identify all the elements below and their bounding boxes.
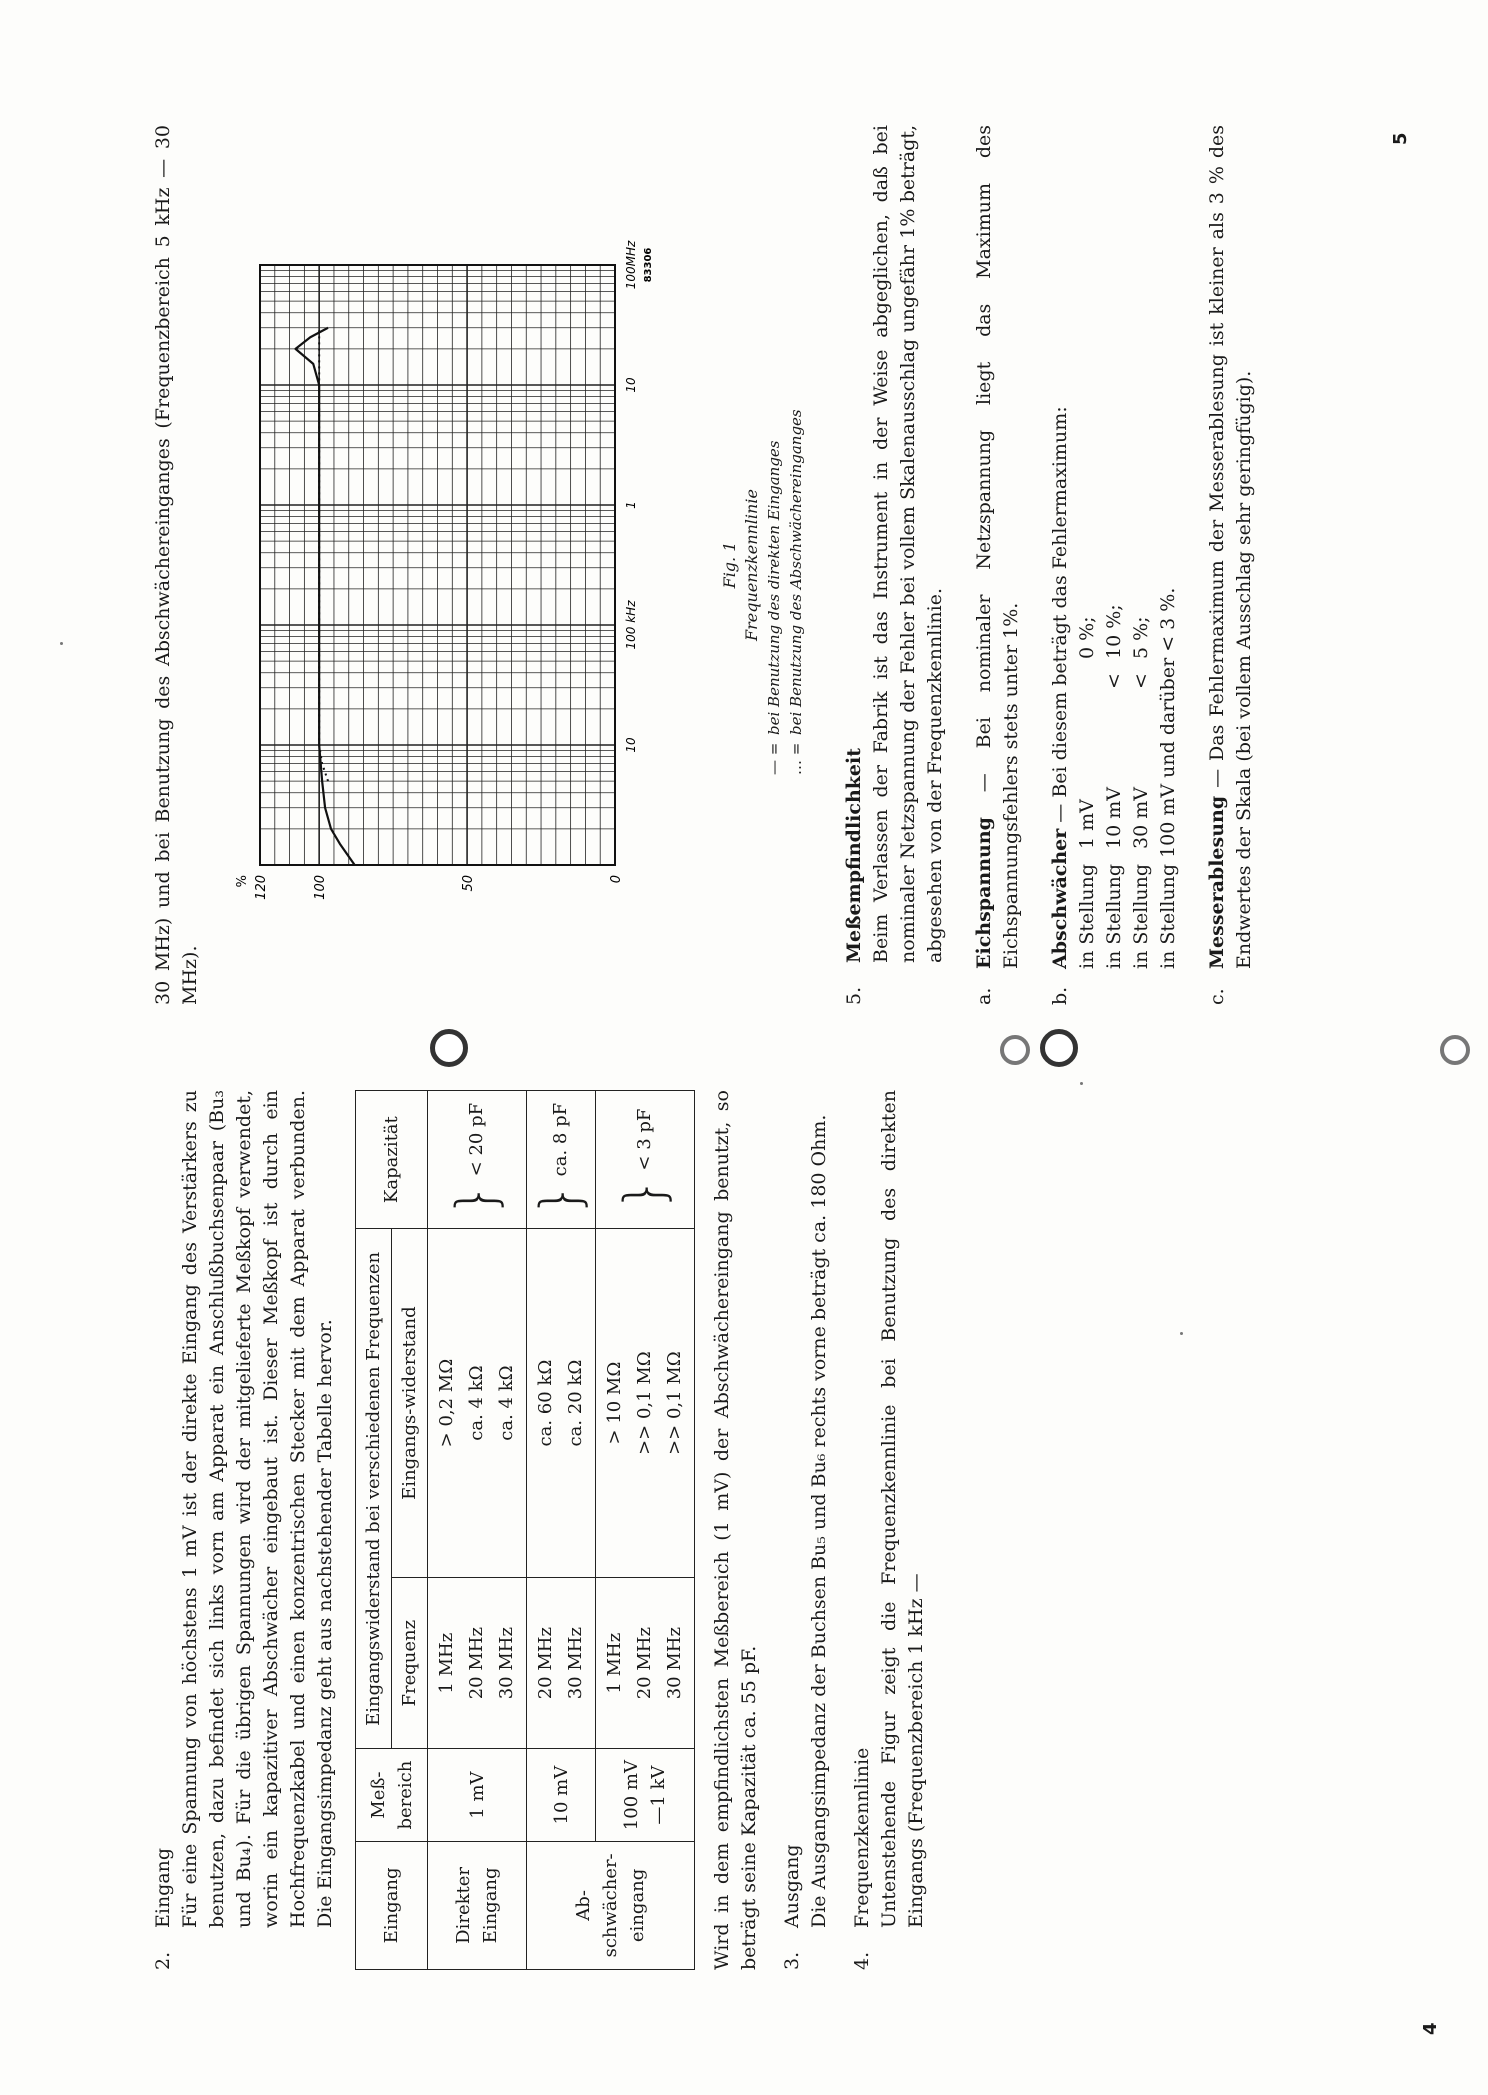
stellung-lt: < — [1130, 673, 1152, 689]
stellung-op — [1074, 689, 1101, 759]
x-tick-label: 10 — [624, 737, 638, 753]
section-number: 3. — [781, 1951, 803, 1970]
section-messempfindlichkeit — [841, 125, 949, 1005]
item-title: Abschwächer — [1049, 828, 1071, 969]
cell-line: ca. 4 kΩ — [496, 1365, 517, 1441]
messempfindlichkeit-text: Beim Verlassen der Fabrik ist das Instrument in der Weise abgeglichen, daß bei nominaler Netzspannung der Fehler bei vollem Skalenausschlag ungefähr 1% beträgt, abgesehen von der Frequenzkennlinie. — [870, 125, 946, 963]
item-eichspannung — [971, 125, 1025, 1005]
cell-line: ca. 20 kΩ — [565, 1359, 586, 1447]
right-page — [150, 125, 1258, 1005]
cell-line: Direkter — [453, 1866, 474, 1944]
figure-caption — [719, 125, 763, 1005]
stellung-error: 0 %; — [1076, 616, 1098, 659]
header-widerstand: Eingangswiderstand bei verschiedenen Frequenzen — [356, 1229, 392, 1749]
figure-code: 83306 — [643, 247, 654, 283]
header-messbereich-line: Meß- — [367, 1771, 389, 1819]
table-row — [428, 1091, 527, 1970]
cell-line: eingang — [627, 1868, 648, 1943]
stellung-error: 3 %. — [1157, 587, 1179, 630]
y-tick-label: 0 — [609, 875, 624, 884]
item-messerablesung — [1204, 125, 1258, 1005]
cell-line: 20 MHz — [634, 1627, 655, 1700]
item-label: a. — [973, 987, 995, 1005]
stellung-error: 5 %; — [1130, 616, 1152, 659]
header-messbereich-line: bereich — [394, 1760, 416, 1830]
stellung-word: in Stellung — [1103, 863, 1125, 969]
impedance-table — [355, 1090, 695, 1970]
x-tick-label: 1 — [624, 501, 638, 509]
series-abschwaecher-line — [319, 328, 328, 781]
stellung-lt: < — [1103, 673, 1125, 689]
cell-line: >> 0,1 MΩ — [664, 1351, 685, 1455]
item-title: Messerablesung — [1206, 795, 1228, 969]
y-tick-label: 50 — [461, 875, 477, 892]
header-messbereich — [356, 1749, 428, 1841]
chart-legend — [763, 125, 807, 775]
item-title: Eichspannung — [973, 817, 995, 969]
cell-kapazitaet — [596, 1091, 695, 1229]
page-number-left: 4 — [1420, 2022, 1441, 2035]
figure-title: Frequenzkennlinie — [742, 489, 761, 641]
stellung-word: in Stellung — [1076, 863, 1098, 969]
header-eingang: Eingang — [356, 1841, 428, 1969]
cell-widerstand — [527, 1229, 596, 1578]
table-row — [596, 1091, 695, 1970]
cell-line: > 0,2 MΩ — [436, 1358, 457, 1448]
item-label: b. — [1049, 986, 1071, 1005]
stellung-op — [1101, 689, 1128, 759]
cell-line: 30 MHz — [565, 1627, 586, 1700]
frequenzkennlinie-text: Untenstehende Figur zeigt die Frequenzkennlinie bei Benutzung des direkten Eingangs (Frequenzbereich 1 kHz — — [878, 1090, 927, 1928]
section-eingang — [150, 1090, 339, 1970]
section-title: Meßempfindlichkeit — [843, 747, 865, 963]
section-frequenzkennlinie — [849, 1090, 930, 1970]
stellung-value: 100 mV und darüber — [1157, 657, 1179, 858]
cell-bereich: 10 mV — [527, 1749, 596, 1841]
cell-line: 1 MHz — [604, 1632, 625, 1694]
stellung-last-row — [1155, 406, 1182, 969]
cell-eingang — [428, 1841, 527, 1969]
cell-line: —1 kV — [648, 1765, 669, 1825]
cell-line: ca. 4 kΩ — [466, 1365, 487, 1441]
figure-label: Fig. 1 — [720, 541, 739, 589]
binding-hole — [1040, 1029, 1078, 1067]
stellung-error: 10 %; — [1103, 604, 1125, 659]
legend-label: bei Benutzung des Abschwächereinganges — [787, 409, 805, 735]
cell-bereich — [596, 1749, 695, 1841]
abschwaecher-note: Wird in dem empfindlichsten Meßbereich (1 mV) der Abschwächereingang benutzt, so beträgt seine Kapazität ca. 55 pF. — [711, 1090, 760, 1970]
section-number: 4. — [851, 1951, 873, 1970]
stellung-value: 10 mV — [1103, 787, 1125, 849]
legend-label: bei Benutzung des direkten Einganges — [765, 440, 783, 735]
page-number-right: 5 — [1390, 132, 1411, 145]
cell-line: schwächer- — [600, 1853, 621, 1958]
ausgang-text: Die Ausgangsimpedanz der Buchsen Bu₅ und Bu₆ rechts vorne beträgt ca. 180 Ohm. — [808, 1114, 830, 1928]
header-eingangswiderstand: Eingangs-widerstand — [392, 1229, 428, 1578]
section-title: Ausgang — [781, 1844, 803, 1928]
scan-speck — [1180, 1332, 1183, 1335]
section-number: 2. — [152, 1951, 174, 1970]
legend-item — [785, 125, 807, 775]
cell-widerstand — [596, 1229, 695, 1578]
cell-widerstand — [428, 1229, 527, 1578]
table-row — [527, 1091, 596, 1970]
continued-text: 30 MHz) und bei Benutzung des Abschwächereinganges (Frequenzbereich 5 kHz — 30 MHz). — [152, 125, 201, 1005]
cell-eingang — [527, 1841, 695, 1969]
cell-line: Eingang — [480, 1867, 501, 1944]
cell-kapazitaet — [527, 1091, 596, 1229]
brace-icon: } — [445, 1182, 508, 1217]
scan-speck — [1080, 1082, 1083, 1085]
x-tick-label: 100MHz — [624, 240, 638, 290]
binding-hole — [430, 1029, 468, 1067]
stellung-word: in Stellung — [1130, 863, 1152, 969]
legend-dotted-symbol: … = — [787, 742, 805, 775]
cell-line: > 10 MΩ — [604, 1361, 625, 1445]
cell-frequenz — [428, 1577, 527, 1749]
y-tick-label: 120 — [254, 875, 269, 900]
scan-speck — [60, 642, 63, 645]
cell-frequenz — [596, 1577, 695, 1749]
cell-line: 100 mV — [621, 1760, 642, 1831]
cell-frequenz — [527, 1577, 596, 1749]
cell-line: 30 MHz — [496, 1627, 517, 1700]
section-title: Eingang — [152, 1847, 174, 1928]
section-ausgang — [779, 1090, 833, 1970]
frequency-response-chart — [220, 145, 660, 1005]
header-frequenz: Frequenz — [392, 1577, 428, 1749]
cell-line: Ab- — [573, 1890, 594, 1921]
cell-bereich: 1 mV — [428, 1749, 527, 1841]
section-number: 5. — [843, 986, 865, 1005]
cell-value: < 20 pF — [466, 1102, 487, 1177]
stellung-value: 1 mV — [1076, 799, 1098, 849]
item-text: — Das Fehlermaximum der Messerablesung ist kleiner als 3 % des Endwertes der Skala (bei vollem Ausschlag sehr geringfügig). — [1206, 125, 1255, 969]
frequency-response-figure — [220, 145, 715, 1005]
cell-line: >> 0,1 MΩ — [634, 1351, 655, 1455]
item-text: — Bei nominaler Netzspannung liegt das Maximum des Eichspannungsfehlers stets unter 1%. — [973, 125, 1022, 969]
header-kapazitaet: Kapazität — [356, 1091, 428, 1229]
y-tick-label: 100 — [313, 875, 329, 900]
cell-line: ca. 60 kΩ — [535, 1359, 556, 1447]
cell-line: 1 MHz — [436, 1632, 457, 1694]
cell-kapazitaet — [428, 1091, 527, 1229]
y-unit-label: % — [235, 875, 250, 888]
brace-icon: } — [613, 1176, 676, 1211]
cell-line: 30 MHz — [664, 1627, 685, 1700]
stellung-spacer — [1074, 659, 1101, 689]
legend-item — [763, 125, 785, 775]
x-tick-label: 100 kHz — [624, 600, 638, 650]
eingang-text: Für eine Spannung von höchstens 1 mV ist der direkte Eingang des Verstärkers zu benutzen, dazu befindet sich links vorn am Apparat ein Anschlußbuchsenpaar (Bu₃ und Bu₄). Für die übrigen Spannungen wird der mitgelieferte Meßkopf verwendet, worin ein kapazitiver Abschwächer eingebaut ist. Dieser Meßkopf ist durch ein Hochfrequenzkabel und einen konzentrischen Stecker mit dem Apparat verbunden. Die Eingangsimpedanz geht aus nachstehender Tabelle hervor. — [179, 1090, 336, 1928]
cell-line: 20 MHz — [466, 1627, 487, 1700]
cell-value: ca. 8 pF — [550, 1102, 571, 1177]
stellung-word: in Stellung — [1157, 863, 1179, 969]
stellung-list — [1074, 406, 1155, 969]
section-title: Frequenzkennlinie — [851, 1747, 873, 1928]
stellung-op — [1128, 689, 1155, 759]
stellung-value: 30 mV — [1130, 787, 1152, 849]
legend-solid-symbol: — = — [765, 742, 783, 775]
cell-line: 20 MHz — [535, 1627, 556, 1700]
x-tick-label: 10 — [624, 377, 638, 393]
left-page — [150, 1090, 930, 1970]
item-label: c. — [1206, 988, 1228, 1005]
binding-hole — [1000, 1035, 1030, 1065]
item-text: — Bei diesem beträgt das Fehlermaximum: — [1049, 406, 1071, 829]
brace-icon: } — [529, 1182, 592, 1217]
cell-value: < 3 pF — [634, 1108, 655, 1171]
binding-hole — [1440, 1035, 1470, 1065]
stellung-lt: < — [1157, 635, 1179, 652]
item-abschwaecher — [1047, 125, 1182, 1005]
